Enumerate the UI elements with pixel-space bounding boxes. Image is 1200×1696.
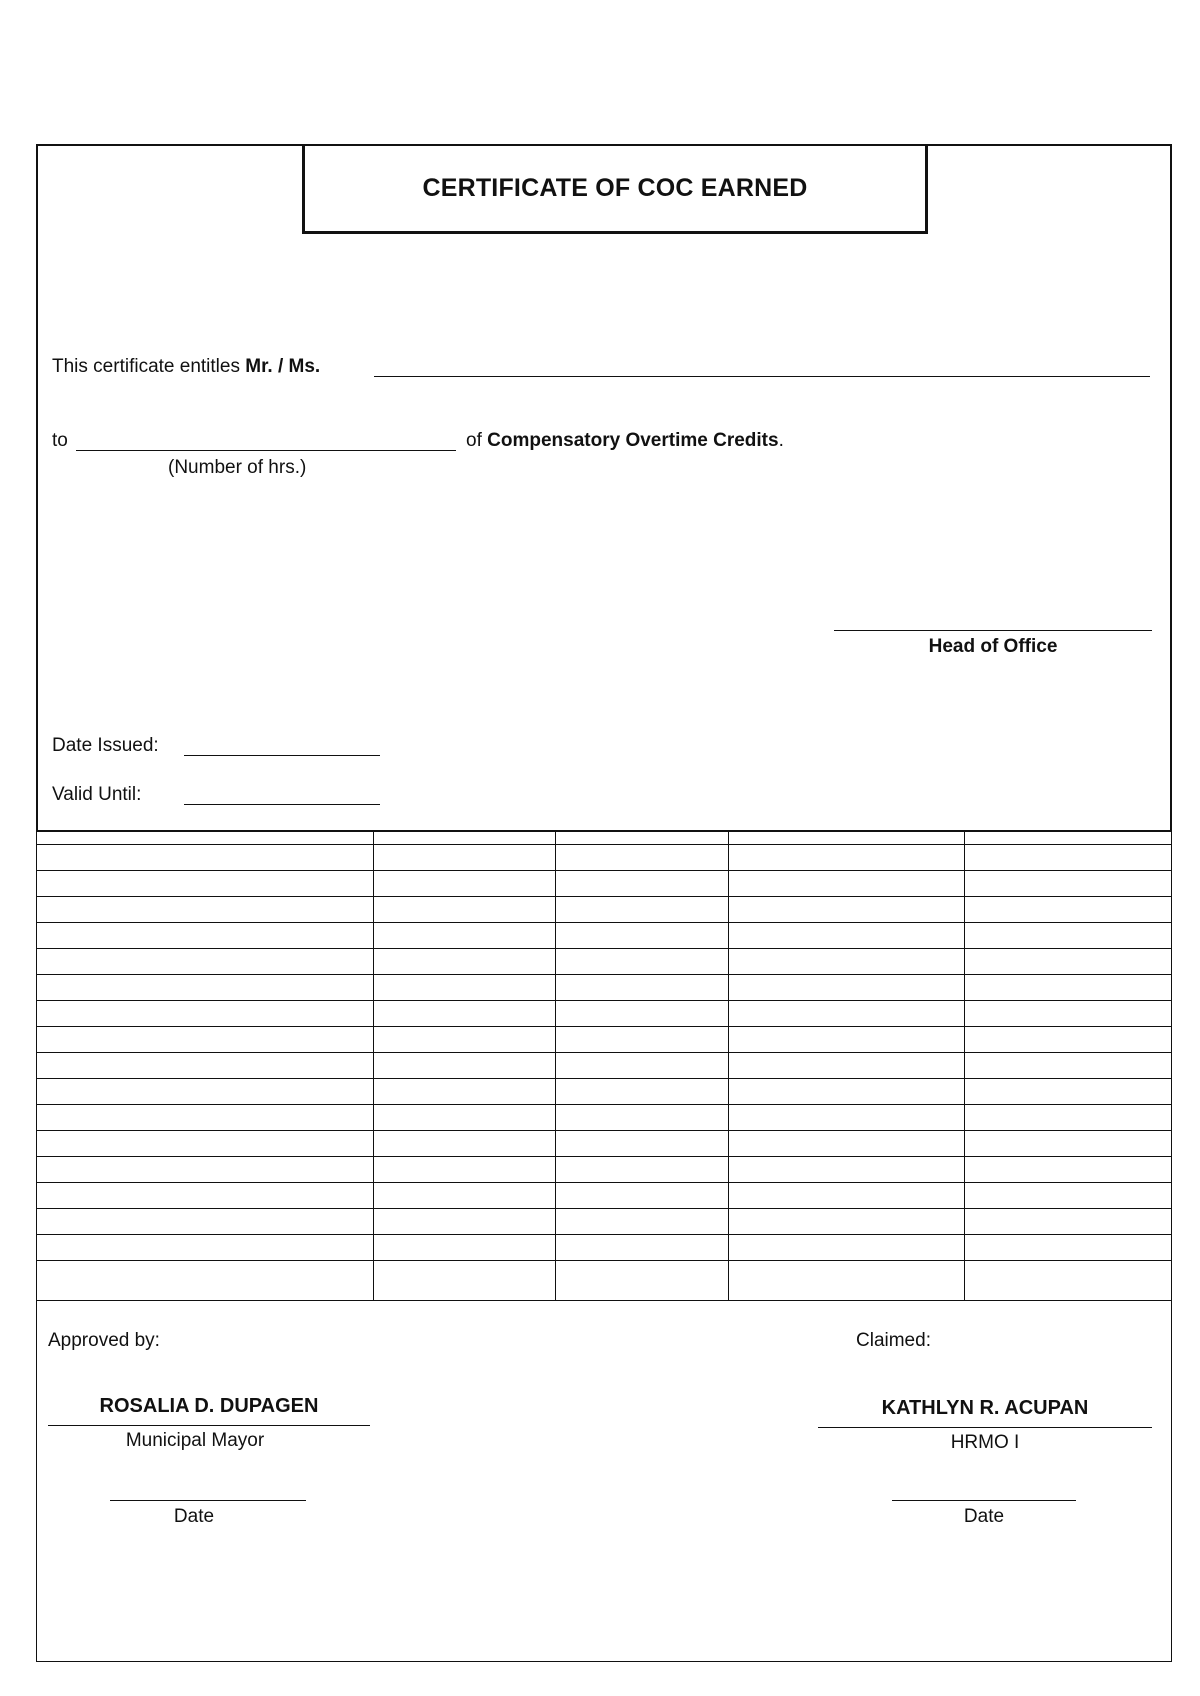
grid-column-divider	[964, 832, 965, 1300]
certificate-title-box	[302, 144, 928, 234]
grid-row-line	[37, 922, 1171, 923]
grid-row-line	[37, 1130, 1171, 1131]
grid-row-line	[37, 870, 1171, 871]
grid-row-line	[37, 1000, 1171, 1001]
credits-period: .	[778, 430, 784, 451]
grid-row-line	[37, 1078, 1171, 1079]
grid-row-line	[37, 1208, 1171, 1209]
grid-column-divider	[555, 832, 556, 1300]
approver-title: Municipal Mayor	[125, 1430, 265, 1451]
grid-row-line	[37, 1026, 1171, 1027]
approved-by-label: Approved by:	[48, 1330, 160, 1351]
claimant-date-field[interactable]	[892, 1500, 1076, 1501]
of-label: of	[466, 430, 482, 451]
grid-row-line	[37, 1182, 1171, 1183]
credits-label: Compensatory Overtime Credits	[487, 430, 779, 451]
claimant-date-label: Date	[963, 1506, 1005, 1527]
approver-name: ROSALIA D. DUPAGEN	[99, 1395, 319, 1417]
grid-column-divider	[728, 832, 729, 1300]
certificate-title: CERTIFICATE OF COC EARNED	[422, 174, 808, 202]
coc-ledger-grid	[36, 832, 1172, 1300]
approval-section	[36, 1300, 1172, 1662]
valid-until-field[interactable]	[184, 804, 380, 805]
hours-caption: (Number of hrs.)	[168, 457, 307, 478]
head-of-office-label: Head of Office	[928, 636, 1058, 657]
certificate-box	[36, 144, 1172, 832]
valid-until-label: Valid Until:	[52, 784, 142, 805]
grid-column-divider	[373, 832, 374, 1300]
head-signature-line[interactable]	[834, 630, 1152, 631]
claimant-signature-line[interactable]	[818, 1427, 1152, 1428]
grid-row-line	[37, 1052, 1171, 1053]
mr-ms-label: Mr. / Ms.	[245, 356, 321, 377]
approver-signature-line[interactable]	[48, 1425, 370, 1426]
grid-row-line	[37, 974, 1171, 975]
grid-row-line	[37, 1104, 1171, 1105]
date-issued-label: Date Issued:	[52, 735, 159, 756]
grid-row-line	[37, 1156, 1171, 1157]
entitles-prefix: This certificate entitles	[52, 356, 246, 377]
claimant-title: HRMO I	[950, 1432, 1020, 1453]
grid-row-line	[37, 896, 1171, 897]
entitles-line	[52, 356, 320, 378]
claimed-label: Claimed:	[856, 1330, 931, 1351]
employee-name-field[interactable]	[374, 376, 1150, 377]
hours-field[interactable]	[76, 450, 456, 451]
grid-row-line	[37, 1260, 1171, 1261]
to-label: to	[52, 430, 68, 451]
claimant-name: KATHLYN R. ACUPAN	[881, 1397, 1089, 1419]
approver-date-label: Date	[173, 1506, 215, 1527]
grid-row-line	[37, 948, 1171, 949]
date-issued-field[interactable]	[184, 755, 380, 756]
grid-row-line	[37, 844, 1171, 845]
approver-date-field[interactable]	[110, 1500, 306, 1501]
credits-line	[466, 430, 784, 452]
grid-row-line	[37, 1234, 1171, 1235]
